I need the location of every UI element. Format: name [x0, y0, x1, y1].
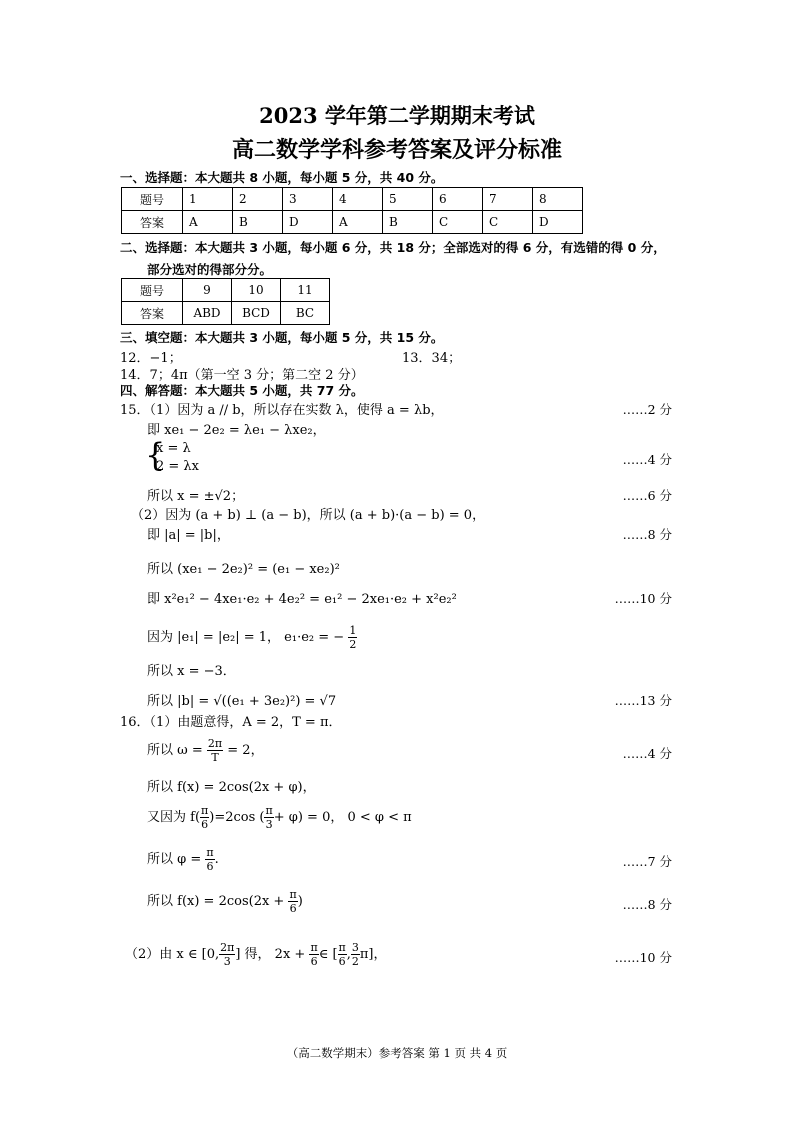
table-cell: 题号: [122, 188, 183, 211]
denominator: 3: [265, 818, 273, 831]
answer-table-1: [121, 187, 583, 234]
fraction: [351, 941, 360, 968]
fraction: [205, 846, 214, 873]
fraction: [264, 804, 273, 831]
table-cell: D: [283, 211, 333, 234]
score-mark: ……4 分: [622, 746, 672, 761]
q15-line: （2）因为 (a + b) ⊥ (a − b)，所以 (a + b)·(a − b) = 0，: [131, 508, 486, 523]
q16-text: π]，: [359, 947, 387, 962]
score-mark: ……2 分: [622, 402, 672, 417]
table-cell: B: [383, 211, 433, 234]
table-cell: 5: [383, 188, 433, 211]
q15-line: 15．（1）因为 a // b，所以存在实数 λ，使得 a = λb，: [120, 403, 444, 418]
score-mark: ……13 分: [614, 693, 672, 708]
q16-line: [147, 804, 412, 831]
numerator: 2π: [207, 737, 223, 750]
q16-line: 所以 f(x) = 2cos(2x + φ)，: [147, 780, 316, 795]
q16-text: 又因为 f(: [147, 810, 201, 825]
numerator: π: [206, 846, 214, 859]
score-mark: ……10 分: [614, 591, 672, 606]
q15-line: 即 x²e₁² − 4xe₁·e₂ + 4e₂² = e₁² − 2xe₁·e₂ + x²e₂²: [147, 592, 457, 607]
fraction: [200, 804, 209, 831]
numerator: 2π: [220, 941, 235, 954]
denominator: T: [211, 751, 219, 764]
page-footer: （高二数学期末）参考答案 第 1 页 共 4 页: [286, 1046, 508, 1060]
table-cell: ABD: [183, 302, 232, 325]
fraction: [288, 888, 297, 915]
q16-line: 16．（1）由题意得，A = 2，T = π．: [120, 715, 342, 730]
q15-line: 2 = λx: [156, 459, 199, 474]
denominator: 6: [201, 818, 209, 831]
denominator: 6: [206, 860, 214, 873]
answer-table-2: [121, 278, 330, 325]
page-subtitle: 高二数学学科参考答案及评分标准: [231, 137, 562, 163]
denominator: 2: [351, 955, 359, 968]
table-cell: 4: [333, 188, 383, 211]
q15-line: 所以 x = ±√2；: [147, 489, 245, 504]
q15-line: 即 |a| = |b|，: [147, 528, 230, 543]
q15-line: 所以 |b| = √((e₁ + 3e₂)²) = √7: [147, 694, 337, 709]
table-cell: 2: [233, 188, 283, 211]
denominator: 6: [338, 955, 346, 968]
numerator: 1: [349, 624, 357, 637]
q16-text: ] 得， 2x +: [235, 947, 306, 962]
q16-text: ∈ [: [318, 947, 338, 962]
numerator: π: [338, 941, 346, 954]
table-cell: 11: [281, 279, 330, 302]
q16-text: + φ) = 0， 0 < φ < π: [273, 810, 412, 825]
brace-icon: {: [145, 436, 166, 474]
score-mark: ……8 分: [622, 527, 672, 542]
score-mark: ……8 分: [622, 897, 672, 912]
table-cell: BC: [281, 302, 330, 325]
table-cell: 答案: [122, 211, 183, 234]
q16-text: 所以 ω =: [147, 743, 203, 758]
answer-14: 14．7；4π（第一空 3 分；第二空 2 分）: [120, 368, 364, 383]
fraction: [338, 941, 347, 968]
numerator: π: [289, 888, 297, 901]
q16-line: [147, 888, 303, 915]
table-cell: 题号: [122, 279, 183, 302]
section-3-heading: 三、填空题：本大题共 3 小题，每小题 5 分，共 15 分。: [120, 330, 444, 345]
page-title: 2023 学年第二学期期末考试: [259, 103, 535, 128]
answer-12: 12．−1；: [120, 351, 182, 366]
numerator: 3: [351, 941, 359, 954]
q16-text: 所以 φ =: [147, 852, 202, 867]
q16-line: [147, 846, 219, 873]
denominator: 6: [289, 902, 297, 915]
table-cell: 答案: [122, 302, 183, 325]
score-mark: ……4 分: [622, 452, 672, 467]
table-cell: 6: [433, 188, 483, 211]
table-cell: 10: [232, 279, 281, 302]
table-row: [122, 279, 330, 302]
table-cell: 1: [183, 188, 233, 211]
fraction: [348, 624, 357, 651]
denominator: 3: [223, 955, 231, 968]
denominator: 6: [310, 955, 318, 968]
section-2-heading-cont: 部分选对的得部分分。: [147, 262, 273, 277]
fraction: [207, 737, 223, 764]
table-cell: 3: [283, 188, 333, 211]
score-mark: ……7 分: [622, 854, 672, 869]
table-row: [122, 302, 330, 325]
q15-line: 所以 x = −3．: [147, 664, 236, 679]
q16-line: [125, 941, 387, 968]
score-mark: ……10 分: [614, 950, 672, 965]
answer-13: 13．34；: [402, 351, 462, 366]
numerator: π: [265, 804, 273, 817]
q15-line: 即 xe₁ − 2e₂ = λe₁ − λxe₂，: [147, 423, 326, 438]
fraction: [219, 941, 235, 968]
q16-text: ,: [346, 947, 351, 962]
q16-text: )=2cos (: [209, 810, 265, 825]
q15-line: [147, 624, 357, 651]
table-cell: 9: [183, 279, 232, 302]
q15-line: x = λ: [156, 441, 191, 456]
table-cell: A: [333, 211, 383, 234]
q16-text: ): [297, 894, 303, 909]
section-2-heading: 二、选择题：本大题共 3 小题，每小题 6 分，共 18 分；全部选对的得 6 分，有选错的得 0 分，: [120, 240, 666, 255]
table-cell: 7: [483, 188, 533, 211]
score-mark: ……6 分: [622, 488, 672, 503]
table-cell: C: [433, 211, 483, 234]
q15-text: 因为 |e₁| = |e₂| = 1， e₁·e₂ = −: [147, 630, 345, 645]
table-row: [122, 188, 583, 211]
q16-text: = 2，: [227, 743, 264, 758]
table-row: [122, 211, 583, 234]
denominator: 2: [349, 638, 357, 651]
q16-text: 所以 f(x) = 2cos(2x +: [147, 894, 285, 909]
q16-text: .: [214, 852, 219, 867]
q16-text: （2）由 x ∈ [0,: [125, 947, 220, 962]
numerator: π: [201, 804, 209, 817]
table-cell: B: [233, 211, 283, 234]
table-cell: BCD: [232, 302, 281, 325]
table-cell: 8: [533, 188, 583, 211]
section-1-heading: 一、选择题：本大题共 8 小题，每小题 5 分，共 40 分。: [120, 170, 444, 185]
table-cell: D: [533, 211, 583, 234]
q16-line: [147, 737, 264, 764]
numerator: π: [310, 941, 318, 954]
table-cell: C: [483, 211, 533, 234]
section-4-heading: 四、解答题：本大题共 5 小题，共 77 分。: [120, 383, 364, 398]
q15-line: 所以 (xe₁ − 2e₂)² = (e₁ − xe₂)²: [147, 562, 340, 577]
fraction: [309, 941, 318, 968]
table-cell: A: [183, 211, 233, 234]
